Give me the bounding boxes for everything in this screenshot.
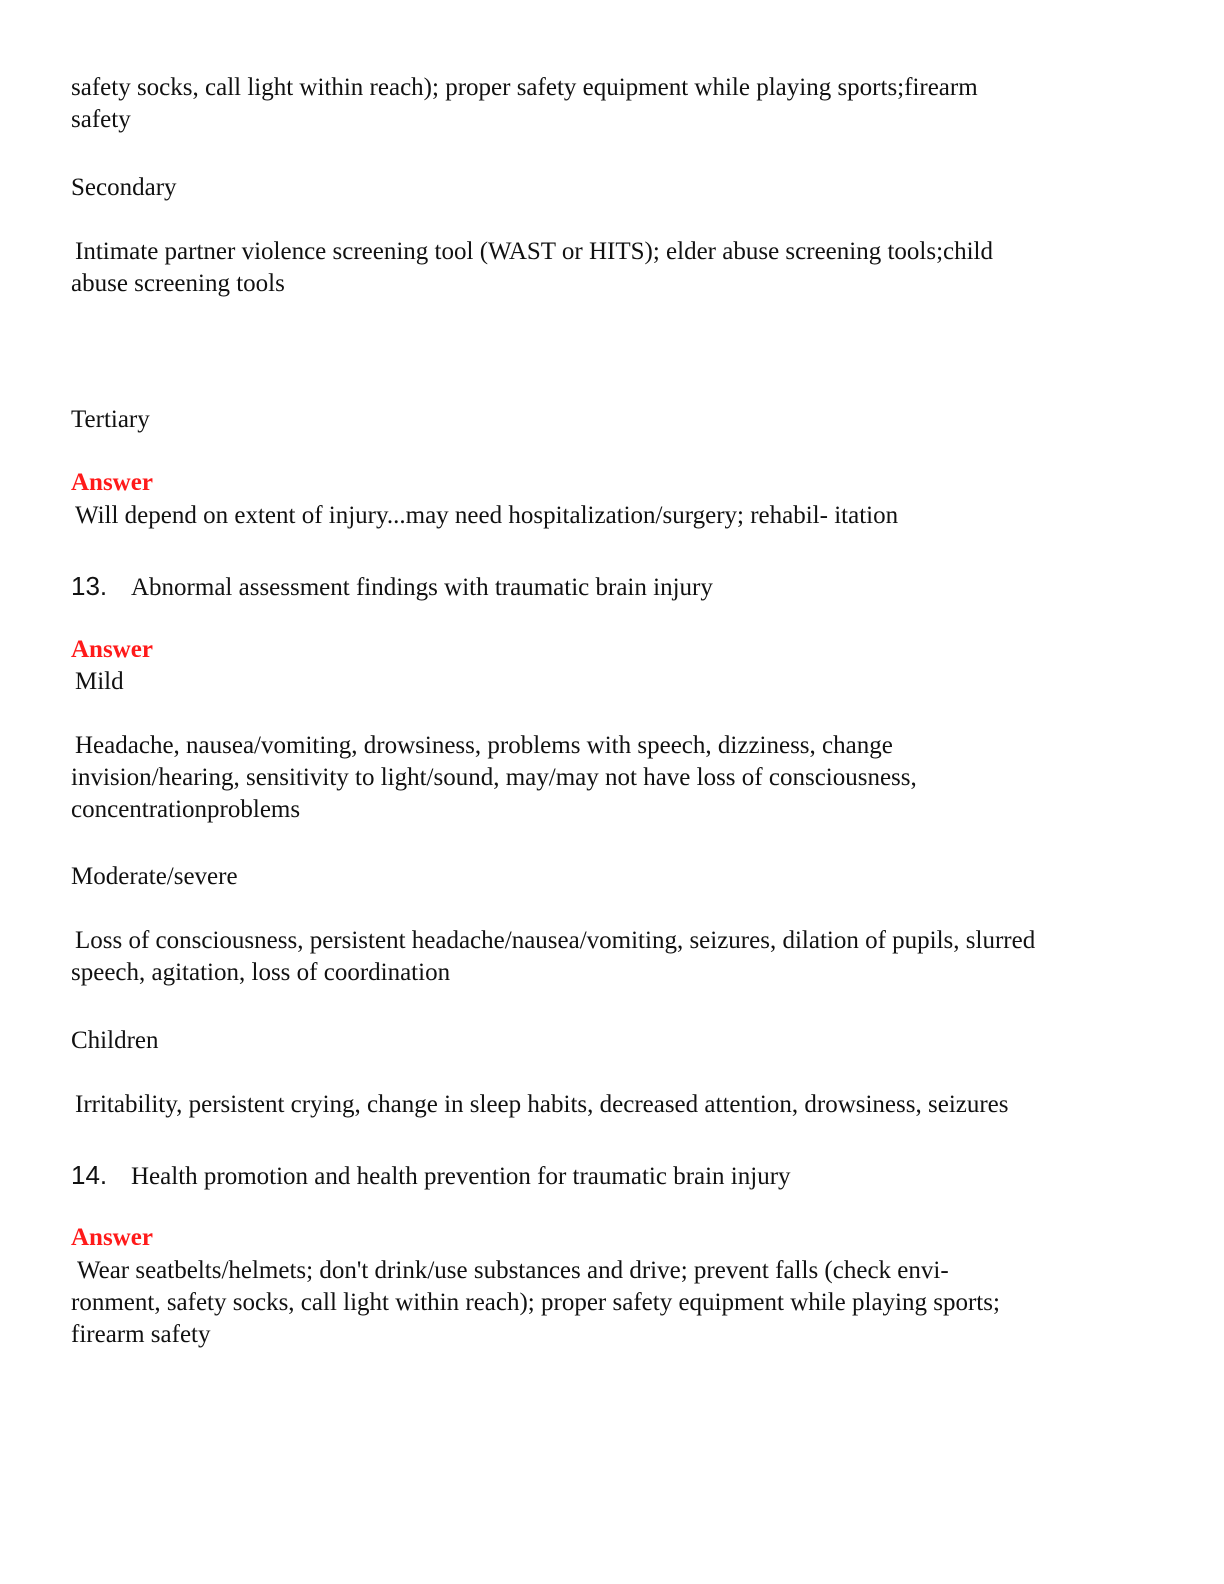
continued-text — [71, 72, 1146, 136]
secondary-text — [71, 236, 1150, 300]
text-line: Intimate partner violence screening tool (WAST or HITS); elder abuse screening tools;child — [75, 238, 994, 265]
text-line: abuse screening tools — [71, 270, 285, 297]
text-line: Wear seatbelts/helmets; don't drink/use substances and drive; prevent falls (check envi- — [77, 1257, 949, 1284]
tertiary-label: Tertiary — [71, 406, 150, 433]
mild-label: Mild — [75, 668, 124, 695]
moderate-label: Moderate/severe — [71, 863, 238, 890]
question-number: 14. — [71, 1160, 108, 1190]
answer-label: Answer — [71, 469, 153, 496]
children-label: Children — [71, 1027, 159, 1054]
answer-label: Answer — [71, 1224, 153, 1251]
text-line: firearm safety — [71, 1321, 211, 1348]
text-line: Loss of consciousness, persistent headache/nausea/vomiting, seizures, dilation of pupils, slurred — [75, 927, 1036, 954]
question-13 — [71, 570, 1146, 604]
text-line: safety — [71, 106, 131, 133]
children-text: Irritability, persistent crying, change in sleep habits, decreased attention, drowsiness, seizures — [75, 1091, 1009, 1118]
question-number: 13. — [71, 571, 108, 601]
text-line: safety socks, call light within reach); proper safety equipment while playing sports;firearm — [71, 74, 978, 101]
secondary-label: Secondary — [71, 174, 177, 201]
text-line: speech, agitation, loss of coordination — [71, 959, 451, 986]
mild-text — [71, 730, 1150, 826]
question-text: Abnormal assessment findings with traumatic brain injury — [131, 574, 713, 601]
text-line: invision/hearing, sensitivity to light/sound, may/may not have loss of consciousness, — [71, 764, 917, 791]
text-line: concentrationproblems — [71, 796, 301, 823]
moderate-text — [71, 925, 1150, 989]
answer-label: Answer — [71, 636, 153, 663]
question-text: Health promotion and health prevention for traumatic brain injury — [131, 1163, 791, 1190]
text-line: Headache, nausea/vomiting, drowsiness, problems with speech, dizziness, change — [75, 732, 893, 759]
question-14-answer — [71, 1255, 1150, 1351]
tertiary-answer: Will depend on extent of injury...may need hospitalization/surgery; rehabil- itation — [75, 502, 899, 529]
text-line: ronment, safety socks, call light within reach); proper safety equipment while playing sports; — [71, 1289, 1000, 1316]
question-14 — [71, 1159, 1146, 1193]
